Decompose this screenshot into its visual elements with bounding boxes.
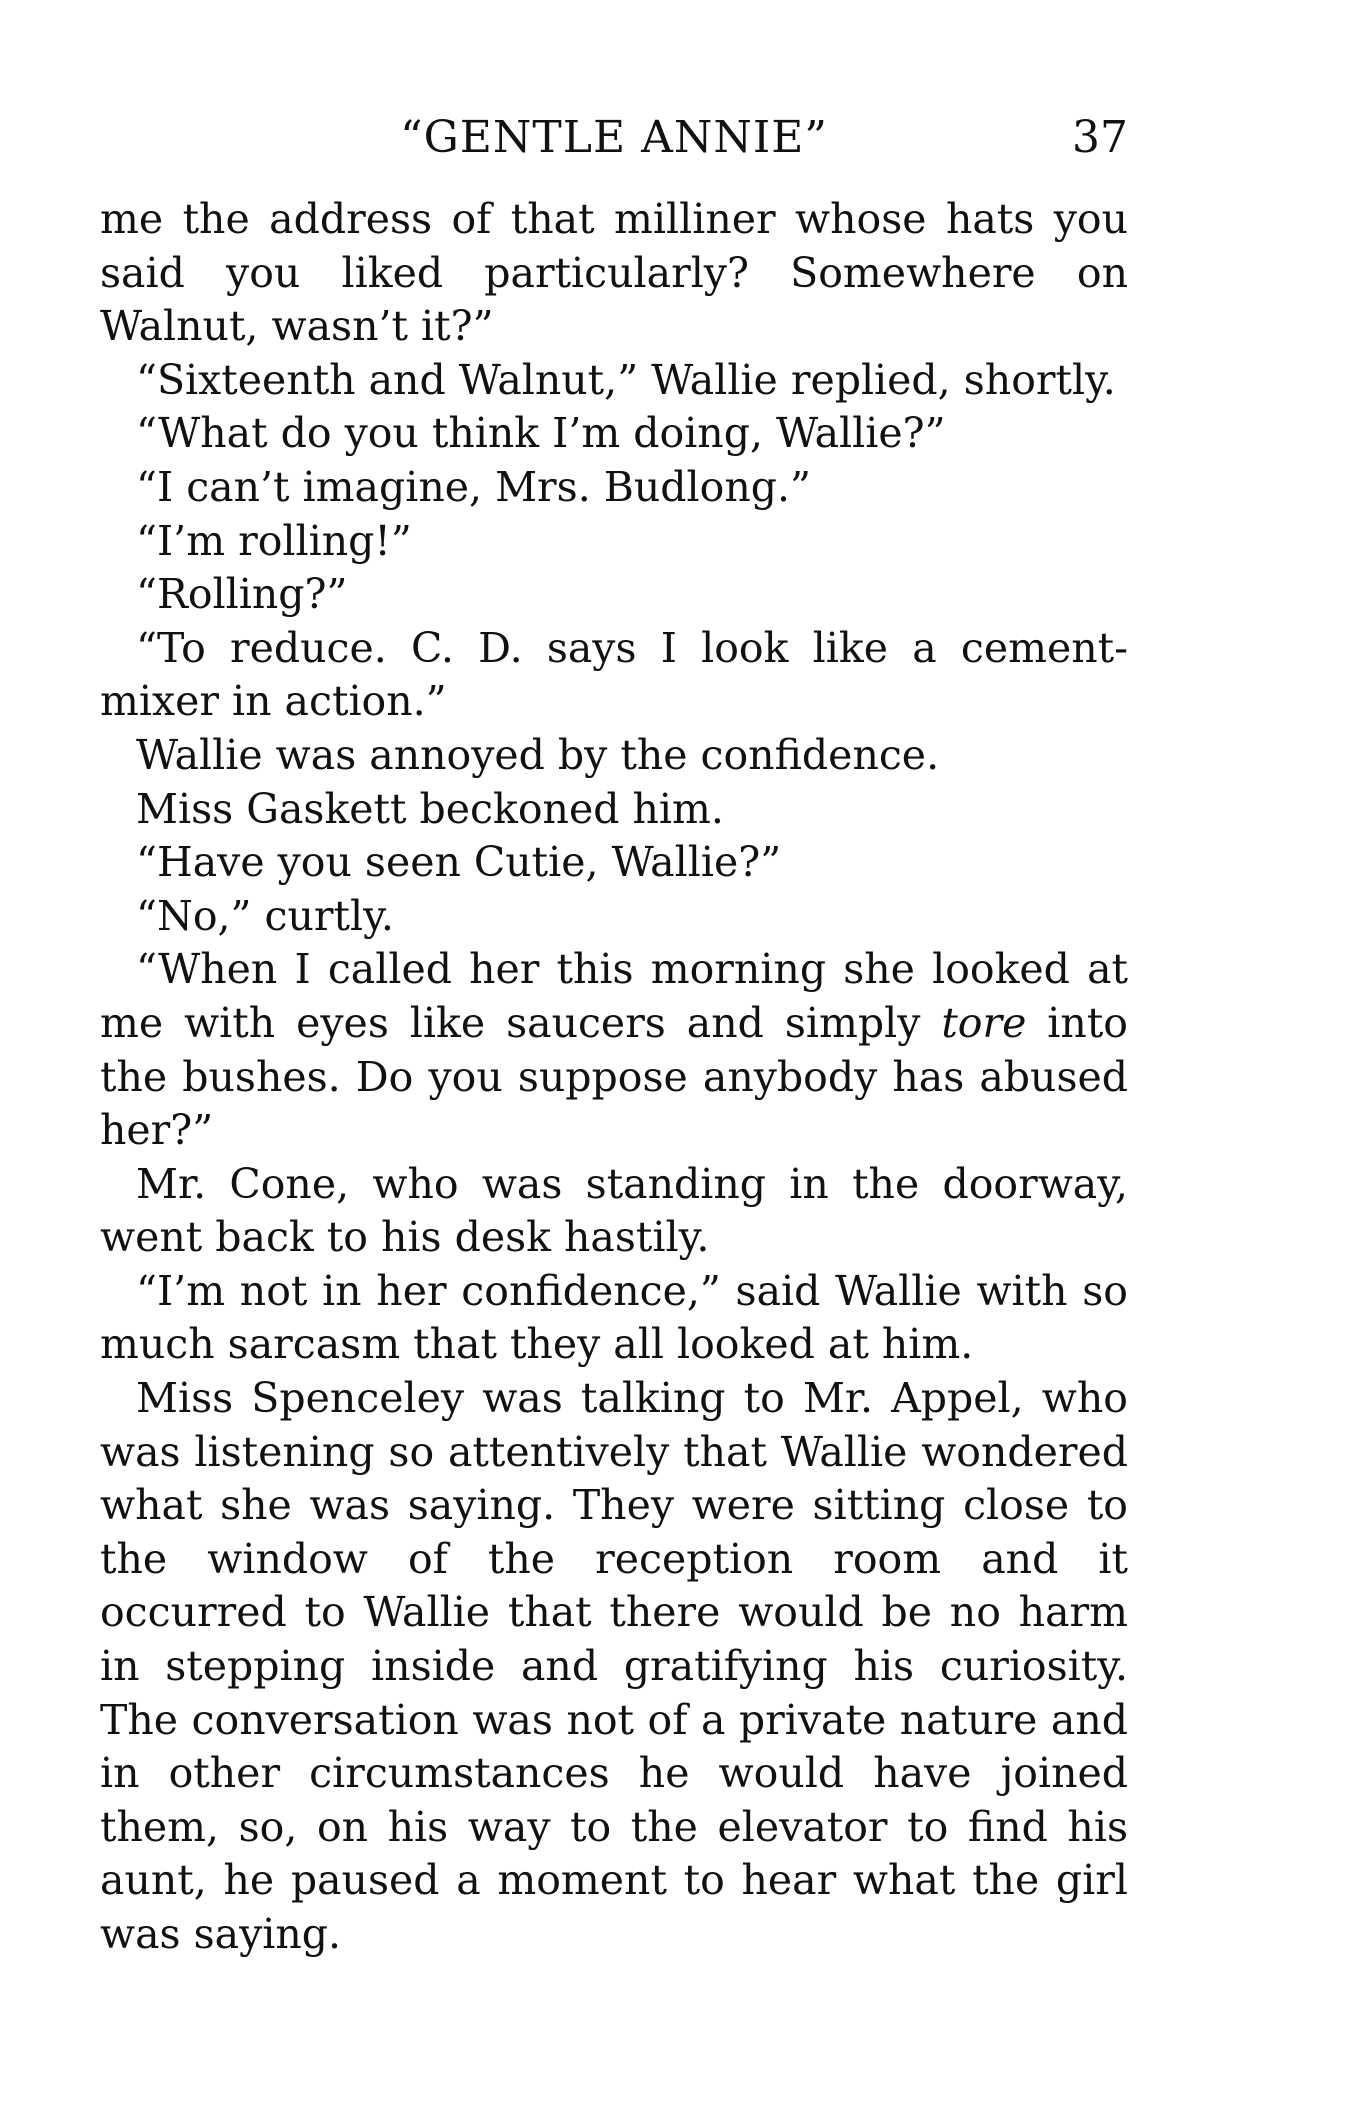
- paragraph-continuation: me the address of that milliner whose hats you said you liked particularly? Somewhere on Walnut, wasn’t it?”: [100, 195, 1128, 351]
- paragraph: “Have you seen Cutie, Wallie?”: [136, 838, 782, 887]
- paragraph: Wallie was annoyed by the confidence.: [136, 730, 940, 779]
- paragraph: “To reduce. C. D. says I look like a cement-mixer in action.”: [100, 623, 1128, 726]
- paragraph: “What do you think I’m doing, Wallie?”: [136, 409, 946, 458]
- paragraph-text: “When I called her this morning she looked at me with eyes like saucers and simply: [100, 945, 1128, 1047]
- paragraph: Miss Spenceley was talking to Mr. Appel, who was listening so attentively that Wallie wondered what she was saying. They were sitting close to the window of the reception room and it occurred to Wallie that there would be no harm in stepping inside and gratifying his curiosity. The conversation was not of a private nature and in other circumstances he would have joined them, so, on his way to the elevator to find his aunt, he paused a moment to hear what the girl was saying.: [100, 1374, 1128, 1958]
- paragraph: “Rolling?”: [136, 570, 348, 619]
- page-number: 37: [1072, 112, 1128, 163]
- paragraph: “Sixteenth and Walnut,” Wallie replied, shortly.: [136, 355, 1116, 404]
- paragraph-text: into the bushes. Do you suppose anybody has abused her?”: [100, 998, 1128, 1155]
- paragraph: Miss Gaskett beckoned him.: [136, 784, 724, 833]
- paragraph: [100, 943, 1128, 1157]
- paragraph: “No,” curtly.: [136, 891, 394, 940]
- chapter-running-title: “GENTLE ANNIE”: [400, 112, 828, 163]
- paragraph: “I’m rolling!”: [136, 516, 412, 565]
- running-head: [100, 108, 1128, 168]
- paragraph: “I can’t imagine, Mrs. Budlong.”: [136, 462, 811, 511]
- body-text: [100, 193, 1128, 1962]
- paragraph: “I’m not in her confidence,” said Wallie with so much sarcasm that they all looked at him.: [100, 1266, 1128, 1369]
- emphasized-word: tore: [941, 998, 1027, 1047]
- paragraph: Mr. Cone, who was standing in the doorway, went back to his desk hastily.: [100, 1159, 1128, 1262]
